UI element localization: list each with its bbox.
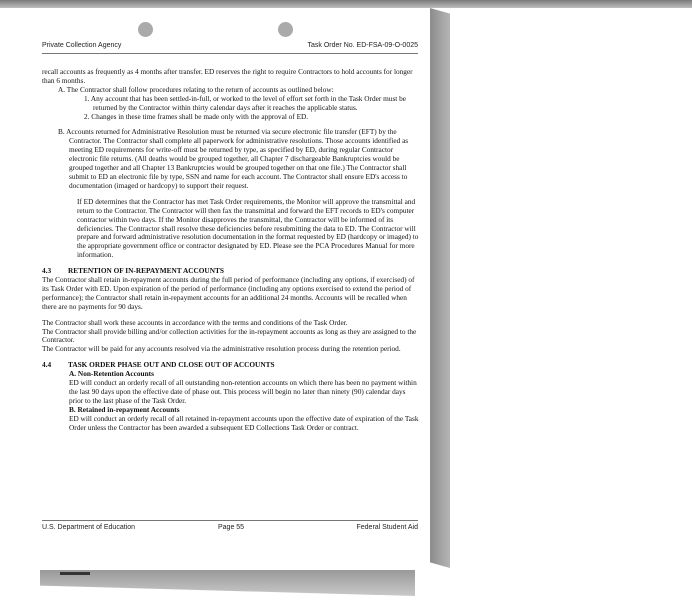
- footer-rule: [42, 520, 418, 521]
- paragraph: The Contractor shall retain in-repayment accounts during the full period of performance (including any options, if exercised) of its Task Order with ED. Upon expiration of the period of performance (including any options exercised to extend the period of performance); the Contractor shall retain in-repayment accounts for an additional 24 months. Accounts will be recalled when there are no payments for 90 days.: [42, 275, 415, 311]
- scan-right-edge: [430, 8, 450, 568]
- header-rule: [42, 53, 418, 54]
- section-title: RETENTION OF IN-REPAYMENT ACCOUNTS: [68, 266, 224, 276]
- list-item: 2. Changes in these time frames shall be made only with the approval of ED.: [84, 111, 309, 121]
- paragraph: If ED determines that the Contractor has met Task Order requirements, the Monitor will approve the transmittal and return to the Contractor. The Contractor will then fax the transmittal and forward the EFT records to ED's computer contractor within two days. If the Monitor disapproves the transmittal, the Contractor will be informed of its deficiencies. The Contractor shall resolve these deficiencies before resubmitting the data to ED. The Contractor will prepare and forward administrative resolution documentation in the format requested by ED (hardcopy or imaged) to the appropriate government office or contractor designated by ED. Please see the PCA Procedures Manual for more information.: [77, 196, 419, 260]
- list-item: 1. Any account that has been settled-in-full, or worked to the level of effort set forth in the Task Order must be returned by the Contractor within thirty calendar days after it reaches the applicable status.: [84, 93, 407, 112]
- section-number: 4.3: [42, 266, 52, 276]
- header-right: Task Order No. ED-FSA-09-O-0025: [307, 42, 418, 49]
- document-page: [30, 8, 430, 568]
- paragraph: The Contractor will be paid for any accounts resolved via the administrative resolution process during the retention period.: [42, 344, 401, 354]
- scan-top-edge: [0, 0, 692, 8]
- punch-hole-icon: [278, 22, 293, 37]
- section-title: TASK ORDER PHASE OUT AND CLOSE OUT OF ACCOUNTS: [68, 360, 275, 370]
- footer-right: Federal Student Aid: [356, 524, 418, 531]
- punch-hole-icon: [138, 22, 153, 37]
- scan-mark: [60, 572, 90, 575]
- scan-background: [428, 8, 692, 600]
- section-number: 4.4: [42, 360, 52, 370]
- list-item: B. Accounts returned for Administrative Resolution must be returned via secure electronic file transfer (EFT) by the Contractor. The Contractor shall complete all paperwork for administrative resolutions. Those accounts identified as meeting ED requirements for write-off must be returned by type, as specified by ED, during regular Contractor electronic file returns. (All deaths would be grouped together, all Chapter 7 dischargeable Bankruptcies would be grouped together and all Chapter 13 Bankruptcies would be grouped together on that one file.) The Contractor shall submit to ED an electronic file by type, SSN and name for each account. The Contractor shall ensure ED's access to documentation (imaged or hardcopy) to support their request.: [58, 127, 409, 190]
- footer-left: U.S. Department of Education: [42, 524, 135, 531]
- subsection-heading: B. Retained in-repayment Accounts: [69, 404, 180, 414]
- paragraph: The Contractor shall work these accounts in accordance with the terms and conditions of the Task Order.: [42, 317, 348, 327]
- paragraph: The Contractor shall provide billing and/or collection activities for the in-repayment accounts as long as they are assigned to the Contractor.: [42, 326, 417, 345]
- paragraph: ED will conduct an orderly recall of all retained in-repayment accounts upon the effective date of expiration of the Task Order unless the Contractor has been awarded a subsequent ED Collections Task Order or contract.: [69, 413, 419, 432]
- subsection-heading: A. Non-Retention Accounts: [69, 369, 154, 379]
- document-body: [42, 68, 420, 433]
- header-left: Private Collection Agency: [42, 42, 122, 49]
- paragraph: recall accounts as frequently as 4 months after transfer. ED reserves the right to require Contractors to hold accounts for longer than 6 months.: [42, 67, 413, 85]
- scan-bottom-edge: [40, 570, 415, 596]
- paragraph: ED will conduct an orderly recall of all outstanding non-retention accounts on which there has been no payment within the last 90 days upon the effective date of phase out. This process will begin no later than ninety (90) calendar days prior to the last phase of the Task Order.: [69, 378, 417, 405]
- page-number: Page 55: [218, 524, 245, 531]
- list-item: A. The Contractor shall follow procedures relating to the return of accounts as outlined below:: [58, 84, 334, 94]
